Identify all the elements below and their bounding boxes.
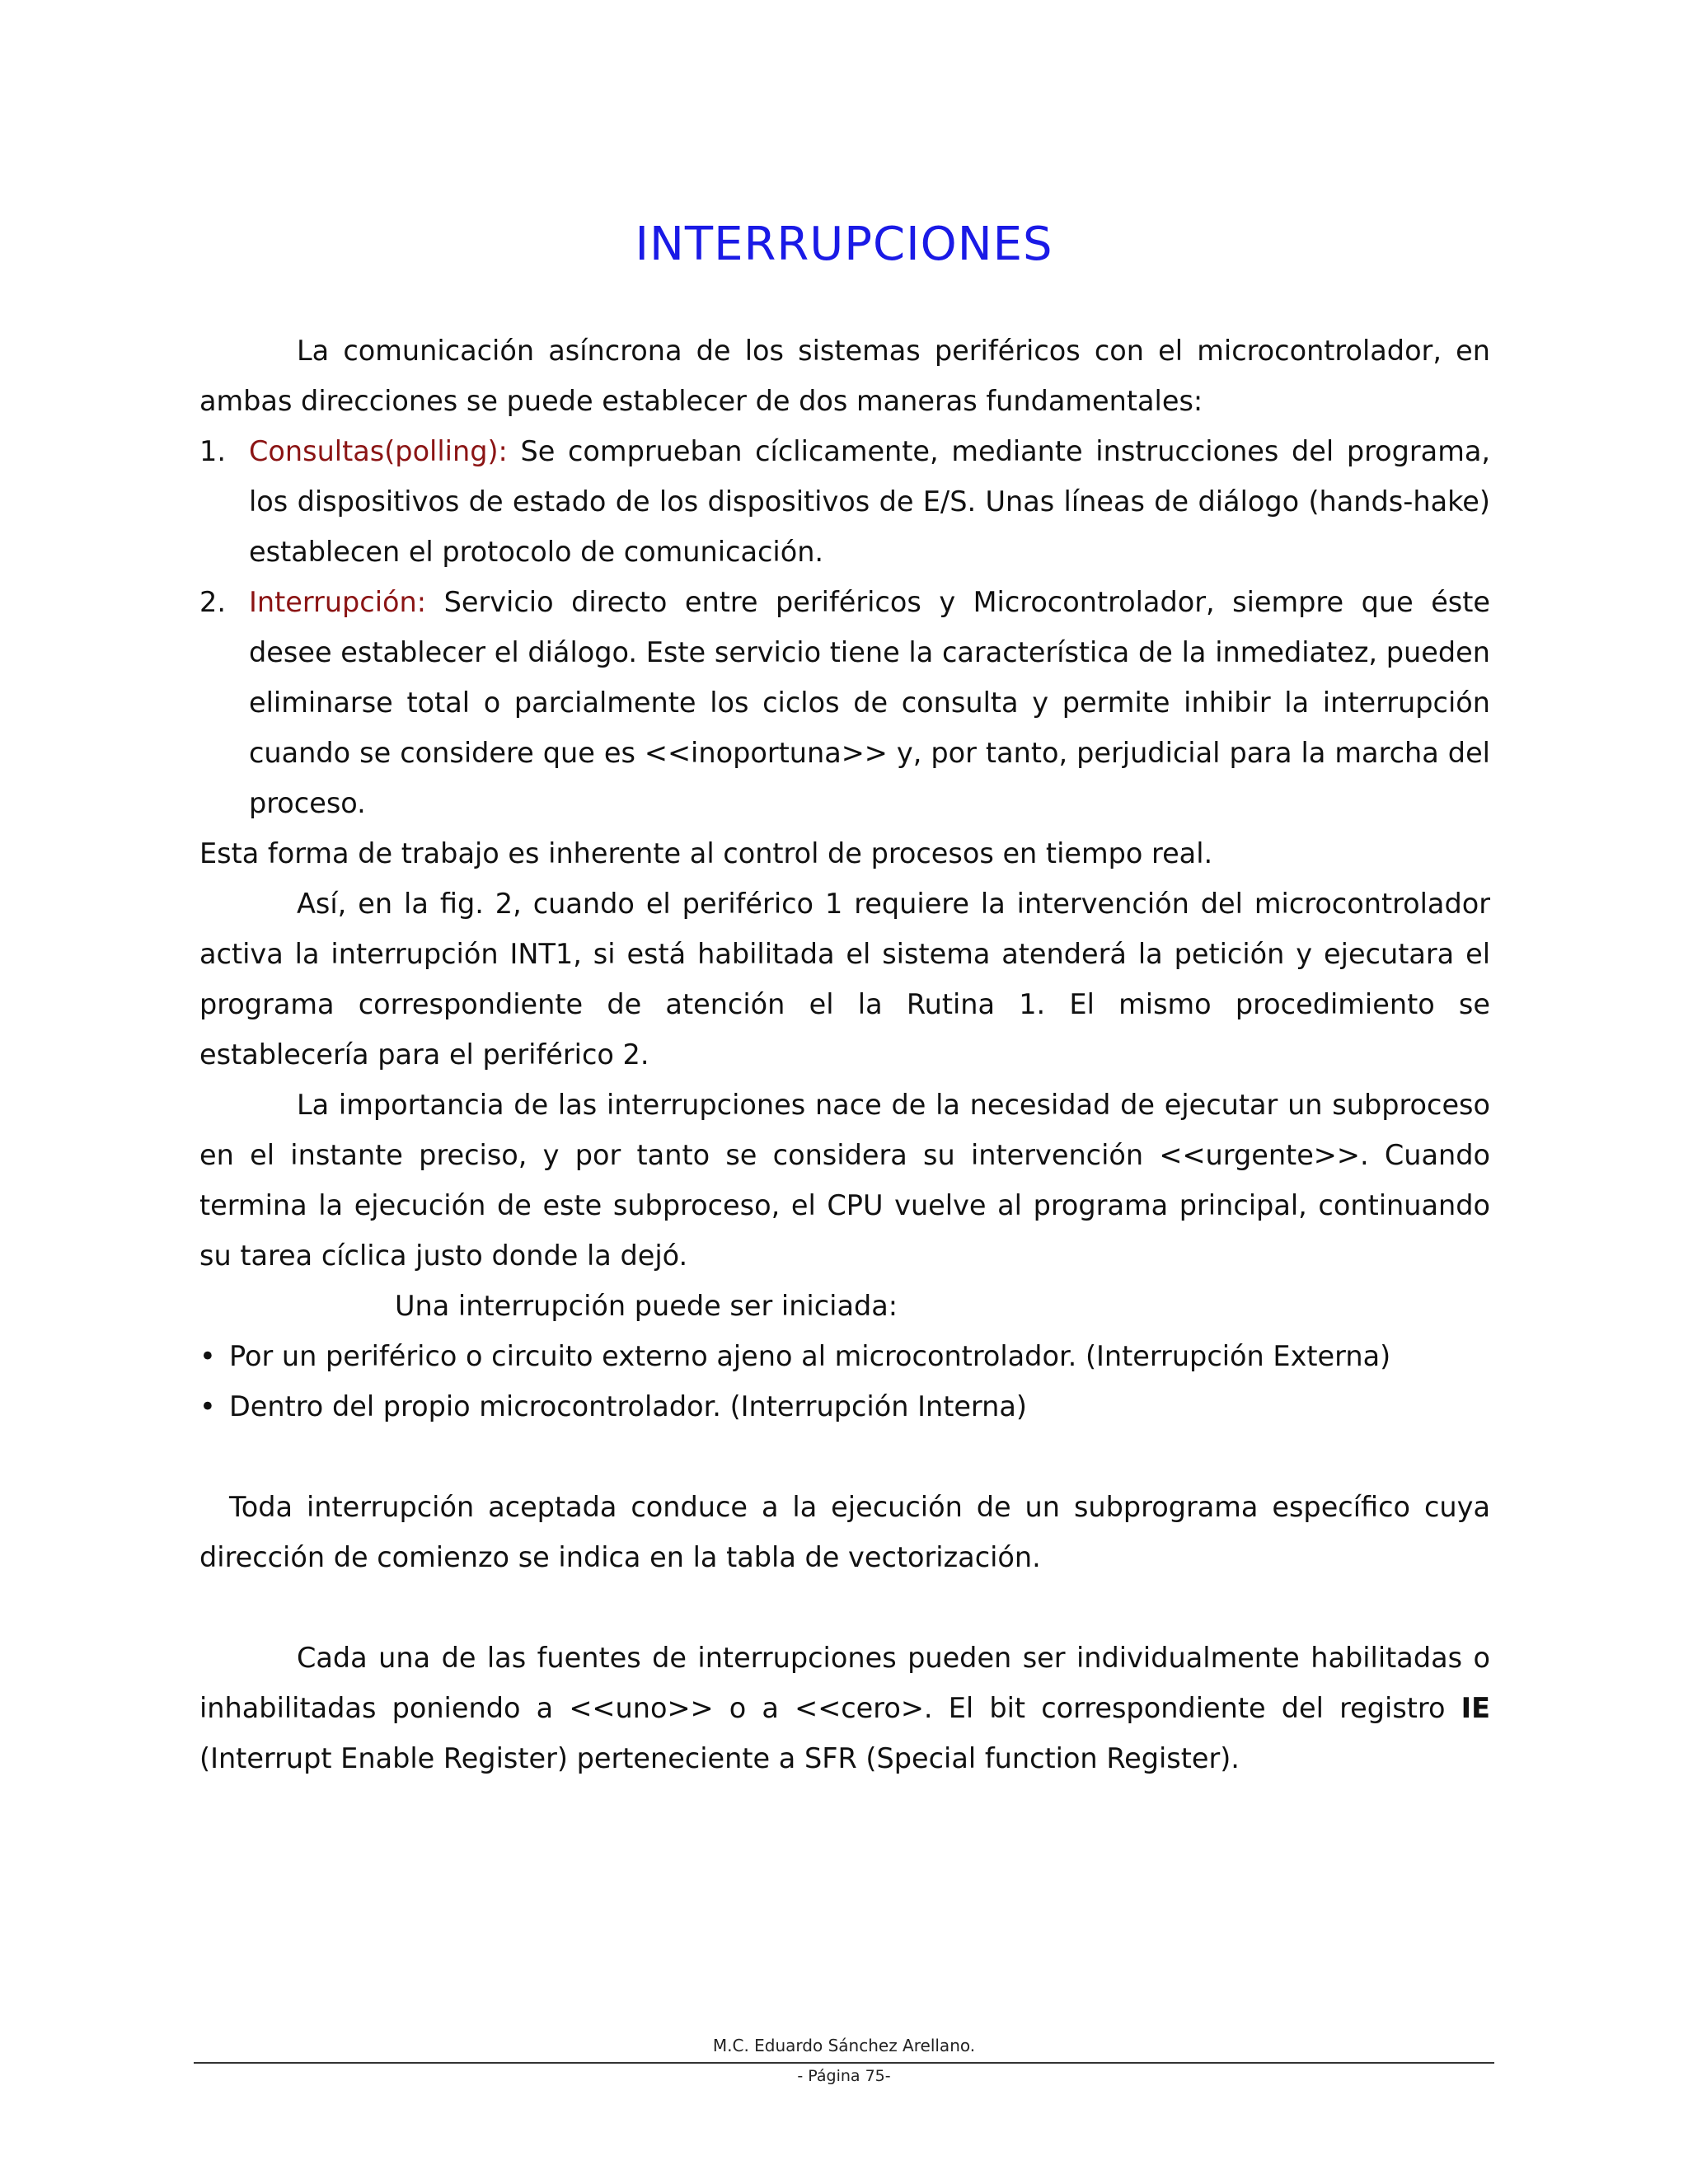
register-name: IE (1461, 1692, 1490, 1724)
method-item-interrupt (199, 577, 1490, 828)
bullet-text: Por un periférico o circuito externo ajeno al microcontrolador. (Interrupción Externa) (229, 1340, 1391, 1372)
initiated-paragraph: Una interrupción puede ser iniciada: (395, 1290, 898, 1322)
document-body (199, 326, 1490, 1783)
method-term: Interrupción: (249, 586, 427, 618)
method-term: Consultas(polling): (249, 435, 508, 467)
sources-paragraph (199, 1633, 1490, 1783)
intro-paragraph: La comunicación asíncrona de los sistemas periféricos con el microcontrolador, en ambas direcciones se puede establecer de dos maneras fundamentales: (199, 335, 1490, 417)
method-number: 1. (199, 435, 226, 467)
footer-divider (194, 2062, 1494, 2064)
bullet-icon: • (199, 1340, 216, 1372)
page-number: - Página 75- (797, 2067, 891, 2085)
bullet-icon: • (199, 1390, 216, 1422)
method-item-polling (199, 426, 1490, 577)
bullet-item-external (199, 1331, 1490, 1381)
bullet-item-internal (199, 1381, 1490, 1432)
accepted-paragraph: Toda interrupción aceptada conduce a la ejecución de un subprograma específico cuya dirección de comienzo se indica en la tabla de vectorización. (199, 1491, 1490, 1573)
spacer (199, 1432, 1490, 1482)
spacer (199, 1582, 1490, 1633)
method-description: Se comprueban cíclicamente, mediante instrucciones del programa, los dispositivos de estado de los dispositivos de E/S. Unas líneas de diálogo (hands-hake) establecen el protocolo de comunicación. (249, 435, 1491, 568)
method-description: Servicio directo entre periféricos y Microcontrolador, siempre que éste desee establecer el diálogo. Este servicio tiene la característica de la inmediatez, pueden eliminarse total o parcialmente los ciclos de consulta y permite inhibir la interrupción cuando se considere que es <<inoportuna>> y, por tanto, perjudicial para la marcha del proceso. (249, 586, 1490, 819)
importance-paragraph: La importancia de las interrupciones nace de la necesidad de ejecutar un subproceso en el instante preciso, y por tanto se considera su intervención <<urgente>>. Cuando termina la ejecución de este subproceso, el CPU vuelve al programa principal, continuando su tarea cíclica justo donde la dejó. (199, 1089, 1490, 1272)
sources-text-start: Cada una de las fuentes de interrupciones pueden ser individualmente habilitadas o inhabilitadas poniendo a <<uno>> o a <<cero>. El bit correspondiente del registro (199, 1642, 1490, 1724)
bullet-text: Dentro del propio microcontrolador. (Interrupción Interna) (229, 1390, 1027, 1422)
method-number: 2. (199, 586, 226, 618)
footer-author: M.C. Eduardo Sánchez Arellano. (712, 2036, 976, 2055)
page-title: INTERRUPCIONES (635, 218, 1053, 271)
figure-paragraph: Así, en la fig. 2, cuando el periférico 1 requiere la intervención del microcontrolador activa la interrupción INT1, si está habilitada el sistema atenderá la petición y ejecutara el programa correspondiente de atención el la Rutina 1. El mismo procedimiento se establecería para el periférico 2. (199, 888, 1490, 1071)
sources-text-end: (Interrupt Enable Register) perteneciente a SFR (Special function Register). (199, 1742, 1240, 1774)
realtime-paragraph: Esta forma de trabajo es inherente al control de procesos en tiempo real. (199, 837, 1213, 869)
